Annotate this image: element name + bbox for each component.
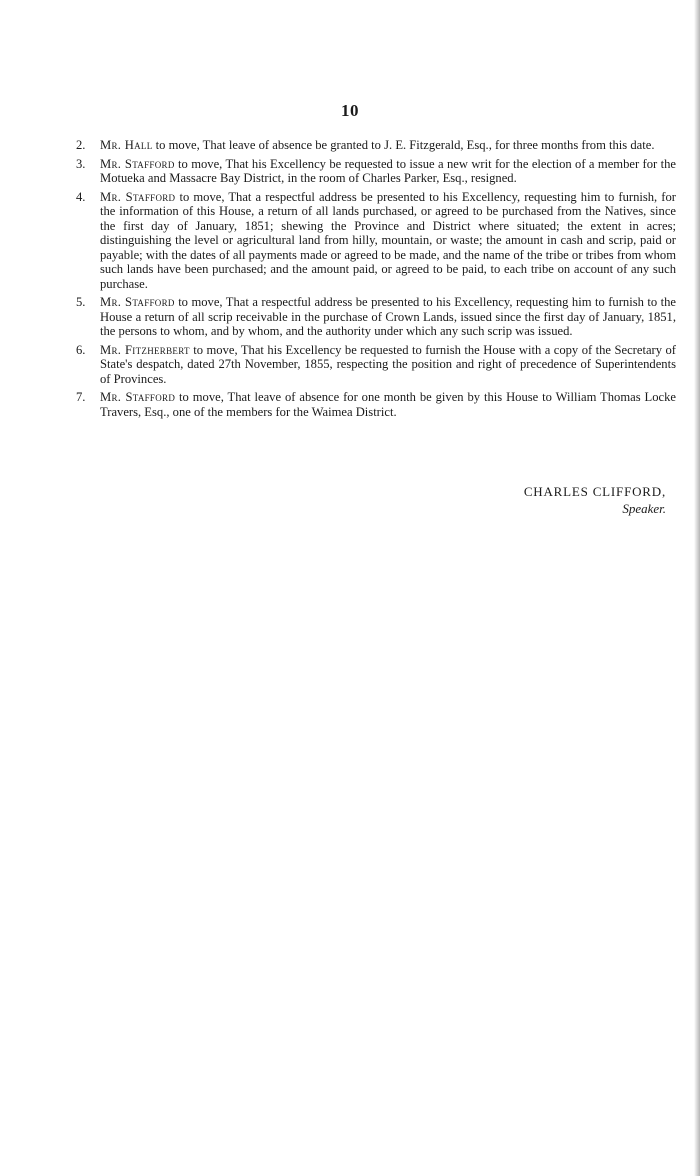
- motion-member: Mr. Stafford: [100, 295, 175, 309]
- motion-member: Mr. Stafford: [100, 156, 175, 171]
- page-edge-shadow: [694, 0, 700, 1176]
- motion-text: to move, That leave of absence be granted to J. E. Fitzgerald, Esq., for three months from this date.: [155, 138, 655, 152]
- motion-member: Mr. Fitzherbert: [100, 342, 190, 357]
- motion-member: Mr. Hall: [100, 138, 153, 152]
- signature-title: Speaker.: [622, 501, 666, 516]
- motion-text: to move, That a respectful address be presented to his Excellency, requesting him to furnish to the House a return of all scrip receivable in the purchase of Crown Lands, issued since the first day of January, 1851, the persons to whom, and by whom, and the authority under which any such scrip was issued.: [100, 295, 676, 338]
- motion-number: 3.: [76, 156, 86, 171]
- motion-text: to move, That his Excellency be requested to issue a new writ for the election of a member for the Motueka and Massacre Bay District, in the room of Charles Parker, Esq., resigned.: [100, 156, 676, 185]
- motion-text: to move, That his Excellency be requested to furnish the House with a copy of the Secretary of State's despatch, dated 27th November, 1855, respecting the position and right of precedence of Superintendents of Provinces.: [100, 342, 676, 386]
- motion-item: [76, 390, 676, 419]
- motion-item: [76, 190, 676, 292]
- motion-text: to move, That leave of absence for one month be given by this House to William Thomas Locke Travers, Esq., one of the members for the Waimea District.: [100, 390, 676, 419]
- motion-number: 7.: [76, 390, 86, 404]
- motion-text: to move, That a respectful address be presented to his Excellency, requesting him to furnish, for the information of this House, a return of all lands purchased, or agreed to be purchased from the Natives, since the first day of January, 1851; shewing the Province and District where situated; the extent in acres; distinguishing the level or agricultural land from hilly, mountain, or waste; the amount in cash and scrip, paid or payable; with the dates of all payments made or agreed to be made, and the name of the tribe or tribes from whom such lands have been purchased; and the amount paid, or agreed to be paid, to each tribe on account of any such purchase.: [100, 189, 676, 291]
- signature-name: CHARLES CLIFFORD,: [523, 484, 666, 499]
- motion-member: Mr. Stafford: [100, 390, 176, 404]
- motion-number: 2.: [76, 138, 86, 152]
- motion-member: Mr. Stafford: [100, 189, 176, 204]
- page-number: 10: [341, 101, 359, 120]
- motion-number: 4.: [76, 189, 86, 204]
- signature-block: [0, 484, 666, 517]
- motion-item: [76, 295, 676, 339]
- motion-number: 6.: [76, 342, 86, 357]
- motion-number: 5.: [76, 295, 86, 309]
- motion-item: [76, 343, 676, 387]
- motions-list: [76, 138, 676, 423]
- motion-item: [76, 157, 676, 186]
- motion-item: [76, 138, 676, 153]
